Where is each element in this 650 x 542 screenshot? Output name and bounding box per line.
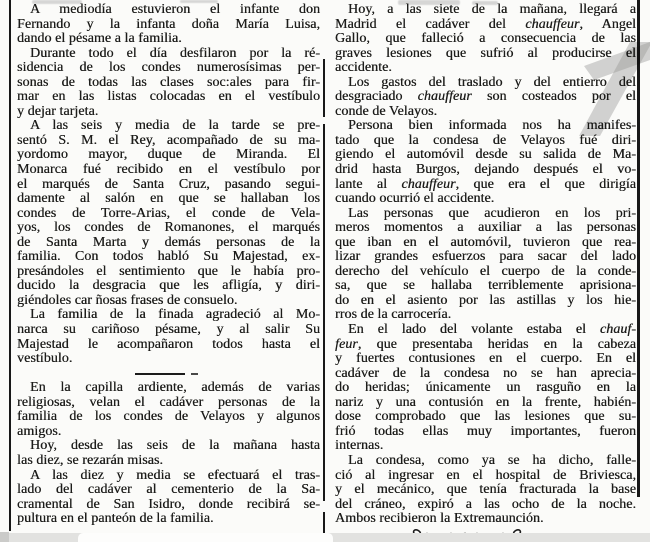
divider-dash <box>191 373 198 375</box>
text-line: desgraciado chauffeur son costeados por el <box>335 89 636 105</box>
text-line: narca su cariñoso pésame, y al salir Su <box>17 322 320 338</box>
text-line: yos, los condes de Romanones, el marqués <box>17 220 320 236</box>
text-line: Majestad le acompañaron todos hasta el <box>17 336 320 352</box>
text-line: de Santa Marta y demás personas de la <box>17 234 320 250</box>
text-line: mar en las listas colocadas en el vestíbulo <box>17 89 320 105</box>
text-line: rros de la carrocería. <box>335 307 452 323</box>
text-line: pultura en el panteón de la familia. <box>17 511 214 527</box>
text-line: A las seis y media de la tarde se pre- <box>30 118 320 134</box>
text-line: Hoy, a las siete de la mañana, llegará a <box>348 2 636 17</box>
text-line: derecho del vehículo el cuerpo de la conde- <box>335 263 636 279</box>
column-rule-middle <box>323 124 325 501</box>
text-line: del cráneo, expiró a las ocho de la noche. <box>335 496 636 512</box>
text-line: Hoy, desde las seis de la mañana hasta <box>30 438 320 454</box>
section-divider <box>17 367 320 382</box>
article-column-left <box>17 3 320 541</box>
text-line: vestíbulo. <box>17 351 73 367</box>
text-line: accidente. <box>335 60 392 76</box>
text-line: meros momentos a auxiliar a las personas <box>335 220 636 236</box>
text-line: damente al salón en que se hallaban los <box>17 191 320 207</box>
text-line: tado que la condesa de Velayos fué diri- <box>335 132 636 148</box>
column-rule-right <box>637 0 639 497</box>
text-line: religiosas, velan el cadáver personas de la <box>17 394 320 410</box>
text-line: ció al ingresar en el hospital de Briviesca, <box>335 467 636 483</box>
text-line: el marqués de Santa Cruz, pasando segui- <box>17 176 320 192</box>
text-line: Durante todo el día desfilaron por la ré- <box>30 45 320 61</box>
text-line: dose comprobado que las lesiones que su- <box>335 409 636 425</box>
text-line: A las diez y media se efectuará el tras- <box>30 467 320 483</box>
text-line: cadáver de la condesa no se han aprecia- <box>335 365 636 381</box>
text-line: y fuertes contusiones en el cuerpo. En el <box>335 351 636 367</box>
text-line: drid hasta Burgos, dejando después el vo- <box>335 162 636 178</box>
text-line: sa, que se hallaba terriblemente aprisiona- <box>335 278 636 294</box>
text-line: Monarca fué recibido en el vestíbulo por <box>17 162 320 178</box>
text-line: yordomo mayor, duque de Miranda. El <box>17 147 320 163</box>
text-line: ducido la desgracia que les afligía, y diri- <box>17 278 320 294</box>
text-line: La familia de la finada agradeció al Mo- <box>30 307 320 323</box>
text-line: Gallo, que falleció a consecuencia de las <box>335 31 636 47</box>
text-line: Los gastos del traslado y del entierro del <box>348 74 636 90</box>
text-line: amigos. <box>17 423 62 439</box>
text-line: feur, que presentaba heridas en la cabeza <box>335 336 636 352</box>
text-line: En el lado del volante estaba el chauf- <box>348 322 636 338</box>
text-line: lizar grandes esfuerzos para sacar del lado <box>335 249 636 265</box>
text-line: sidencia de los condes numerosísimas per- <box>17 60 320 76</box>
text-line: sonas de todas las clases soc:ales para fir- <box>17 74 320 90</box>
text-line: conde de Velayos. <box>335 103 438 119</box>
text-line: cuando ocurrió el accidente. <box>335 191 495 207</box>
scan-paper-notch <box>78 533 333 542</box>
text-line: do en el asiento por las astillas y los hie- <box>335 292 636 308</box>
text-line: La condesa, como ya se ha dicho, falle- <box>348 452 636 468</box>
text-line: graves lesiones que sufrió al producirse el <box>335 45 636 61</box>
text-line: giendo el automóvil desde su salida de Ma- <box>335 147 636 163</box>
text-line: A mediodía estuvieron el infante don <box>30 2 320 17</box>
column-rule-middle <box>323 59 325 117</box>
text-line: Ambos recibieron la Extremaunción. <box>335 511 544 527</box>
text-line: condes de Torre-Arias, el conde de Vela- <box>17 205 320 221</box>
article-column-right <box>335 3 636 542</box>
text-line: presándoles el sentimiento que le había pro- <box>17 263 320 279</box>
text-line: y el mecánico, que tenía fracturada la base <box>335 482 636 498</box>
text-line: lado del cadáver al cementerio de la Sa- <box>17 482 320 498</box>
text-line: las diez, se rezarán misas. <box>17 452 163 468</box>
text-line: giéndoles car ñosas frases de consuelo. <box>17 292 238 308</box>
text-line: y dejar tarjeta. <box>17 103 99 119</box>
column-rule-left <box>9 0 11 531</box>
text-line: dando el pésame a la familia. <box>17 31 182 47</box>
text-line: nariz y una contusión en la frente, habién- <box>335 394 636 410</box>
text-line: cramental de San Isidro, donde recibirá se- <box>17 496 320 512</box>
text-line: Persona bien informada nos ha manifes- <box>348 118 636 134</box>
text-line: Madrid el cadáver del chauffeur, Angel <box>335 16 636 32</box>
text-line: internas. <box>335 438 384 454</box>
text-line: familia de los condes de Velayos y algunos <box>17 409 320 425</box>
divider-bar <box>135 373 185 375</box>
text-line: sentó S. M. el Rey, acompañado de su ma- <box>17 132 320 148</box>
text-line: familia. Con todos habló Su Majestad, ex- <box>17 249 320 265</box>
text-line: frió todas ellas muy importantes, fueron <box>335 423 636 439</box>
text-line: lante al chauffeur, que era el que dirigía <box>335 176 636 192</box>
text-line: En la capilla ardiente, además de varias <box>30 380 320 396</box>
text-line: do heridas; únicamente un rasguño en la <box>335 380 636 396</box>
text-line: Las personas que acudieron en los pri- <box>348 205 636 221</box>
scan-corner-mark <box>0 532 9 542</box>
text-line: que iban en el automóvil, tuvieron que rea- <box>335 234 636 250</box>
text-line: Fernando y la infanta doña María Luisa, <box>17 16 320 32</box>
